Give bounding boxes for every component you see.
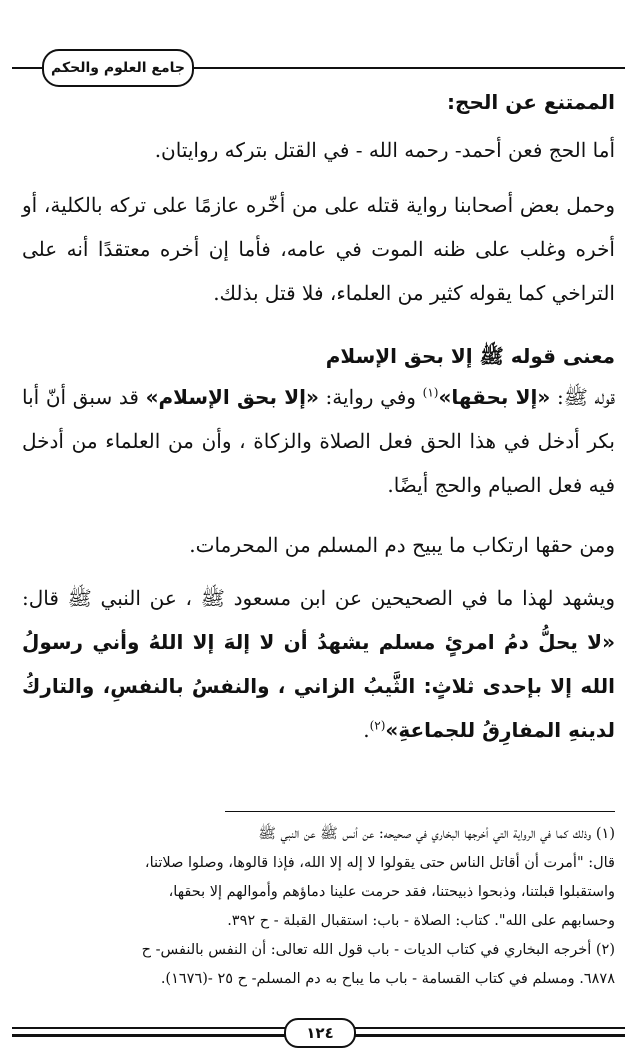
paragraph-text: قوله ﷺ: bbox=[550, 385, 615, 409]
footnote-line: قال: "أمرت أن أقاتل الناس حتى يقولوا لا إله إلا الله، فإذا قالوها، وصلوا صلاتنا، bbox=[144, 855, 615, 871]
page-number: ١٢٤ bbox=[284, 1018, 356, 1048]
paragraph: وحمل بعض أصحابنا رواية قتله على من أخّره عازمًا على تركه بالكلية، أو أخره وغلب على ظنه الموت في عامه، فأما إن أخره معتقدًا أنه على التراخي كما يقوله كثير من العلماء، فلا قتل بذلك. bbox=[22, 193, 615, 305]
paragraph: أما الحج فعن أحمد- رحمه الله - في القتل بتركه روايتان. bbox=[154, 138, 615, 162]
paragraph-text: . bbox=[363, 718, 370, 742]
footnotes bbox=[20, 820, 615, 994]
hadith-quote: «إلا بحقها» bbox=[438, 385, 551, 409]
footnote-separator bbox=[225, 811, 615, 812]
paragraph-text: ويشهد لهذا ما في الصحيحين عن ابن مسعود ﷺ ، عن النبي ﷺ قال: bbox=[22, 586, 615, 610]
hadith-quote: «لا يحلُّ دمُ امرئٍ مسلم يشهدُ أن لا إلهَ إلا اللهُ وأني رسولُ الله إلا بإحدى ثلاثٍ: الثَّيبُ الزاني ، والنفسُ بالنفسِ، والتاركُ لدينهِ المفارِقُ للجماعةِ» bbox=[22, 630, 615, 742]
paragraph-text: وفي رواية: bbox=[318, 385, 423, 409]
footnote-line: وحسابهم على الله". كتاب: الصلاة - باب: استقبال القبلة - ح ٣٩٢. bbox=[227, 913, 615, 929]
footnote-line: ٦٨٧٨. ومسلم في كتاب القسامة - باب ما يباح به دم المسلم- ح ٢٥ -(١٦٧٦). bbox=[160, 971, 615, 987]
paragraph bbox=[22, 576, 615, 752]
footnote-line: واستقبلوا قبلتنا، وذبحوا ذبيحتنا، فقد حرمت علينا دماؤهم وأموالهم إلا بحقها، bbox=[168, 884, 615, 900]
section-heading: معنى قوله ﷺ إلا بحق الإسلام bbox=[325, 344, 615, 368]
paragraph-text: قد سبق أنّ أبا بكر أدخل في هذا الحق فعل الصلاة والزكاة ، وأن من العلماء من أدخل فيه فعل الصيام والحج أيضًا. bbox=[22, 385, 615, 497]
footnote-ref: (٢) bbox=[369, 718, 386, 733]
hadith-quote: «إلا بحق الإسلام» bbox=[145, 385, 319, 409]
footnote-line: (١) وذلك كما في الرواية التي أخرجها البخاري في صحيحه: عن أنس ﷺ عن النبي ﷺ bbox=[258, 826, 615, 842]
running-header-title: جامع العلوم والحكم bbox=[42, 49, 194, 87]
footnote-line: (٢) أخرجه البخاري في كتاب الديات - باب قول الله تعالى: أن النفس بالنفس- ح bbox=[141, 942, 615, 958]
paragraph: ومن حقها ارتكاب ما يبيح دم المسلم من المحرمات. bbox=[189, 533, 615, 557]
footnote-ref: (١) bbox=[422, 385, 439, 400]
section-heading: الممتنع عن الحج: bbox=[447, 90, 615, 114]
paragraph bbox=[22, 375, 615, 507]
